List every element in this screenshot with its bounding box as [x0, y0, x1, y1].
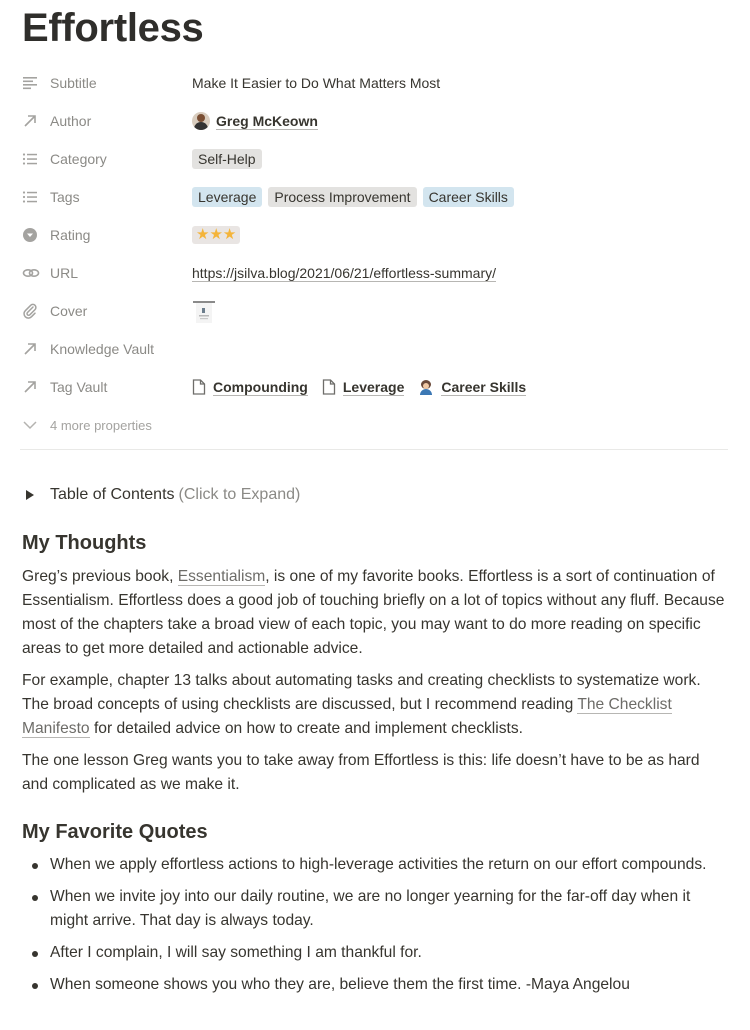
- property-label: URL: [50, 265, 79, 281]
- subtitle-value[interactable]: Make It Easier to Do What Matters Most: [192, 75, 441, 91]
- property-name[interactable]: [22, 265, 192, 281]
- category-tag[interactable]: Self-Help: [192, 149, 262, 169]
- page-link-title[interactable]: Career Skills: [441, 378, 527, 395]
- tag-process-improvement[interactable]: Process Improvement: [268, 187, 416, 207]
- property-label: Cover: [50, 303, 88, 319]
- page-link-compounding[interactable]: [192, 379, 308, 396]
- property-label: Tag Vault: [50, 379, 108, 395]
- property-label: Tags: [50, 189, 80, 205]
- property-name[interactable]: [22, 75, 192, 91]
- page-link-title[interactable]: Compounding: [213, 378, 308, 395]
- rating-value[interactable]: [192, 226, 240, 244]
- paperclip-icon: [22, 303, 50, 319]
- page-link-career-skills[interactable]: [418, 379, 526, 396]
- list-icon: [22, 190, 50, 204]
- quotes-list: [22, 853, 728, 1005]
- property-url: [22, 254, 722, 292]
- author-name[interactable]: Greg McKeown: [216, 112, 318, 129]
- property-name[interactable]: [22, 113, 192, 129]
- list-item: After I complain, I will say something I am thankful for.: [22, 941, 728, 965]
- property-label: Author: [50, 113, 92, 129]
- property-name[interactable]: [22, 189, 192, 205]
- url-link[interactable]: https://jsilva.blog/2021/06/21/effortless-summary/: [192, 264, 497, 281]
- toc-hint: (Click to Expand): [178, 486, 301, 503]
- tags-value[interactable]: [192, 187, 520, 207]
- property-label: Rating: [50, 227, 91, 243]
- property-name[interactable]: [22, 379, 192, 395]
- select-circle-icon: [22, 227, 50, 243]
- cover-value[interactable]: [192, 300, 214, 322]
- toc-toggle[interactable]: [26, 486, 300, 504]
- property-cover: [22, 292, 722, 330]
- property-label: Knowledge Vault: [50, 341, 155, 357]
- list-item: When we invite joy into our daily routine, we are no longer yearning for the far-off day when it might arrive. That day is always today.: [22, 885, 728, 933]
- checklist-manifesto-link[interactable]: The Checklist Manifesto: [22, 696, 672, 737]
- avatar: [192, 112, 210, 130]
- toggle-triangle-icon[interactable]: [26, 490, 34, 500]
- tag-leverage[interactable]: Leverage: [192, 187, 262, 207]
- property-author: [22, 102, 722, 140]
- property-knowledge-vault: [22, 330, 722, 368]
- relation-arrow-icon: [22, 113, 50, 129]
- url-value[interactable]: [192, 265, 496, 282]
- property-name[interactable]: [22, 341, 192, 357]
- property-label: Subtitle: [50, 75, 97, 91]
- tag-career-skills[interactable]: Career Skills: [423, 187, 514, 207]
- tag-vault-value[interactable]: [192, 379, 540, 396]
- rating-stars[interactable]: ★★★: [192, 226, 240, 244]
- property-subtitle: [22, 64, 722, 102]
- thoughts-paragraph-2: For example, chapter 13 talks about automating tasks and creating checklists to systematize work. The broad concepts of using checklists are discussed, but I recommend reading The Checklist Manifesto for detailed advice on how to create and implement checklists.: [22, 672, 701, 737]
- link-icon: [22, 266, 50, 280]
- properties-panel: [22, 64, 722, 444]
- property-name[interactable]: [22, 151, 192, 167]
- property-rating: [22, 216, 722, 254]
- list-icon: [22, 152, 50, 166]
- property-name[interactable]: [22, 227, 192, 243]
- author-link[interactable]: [192, 112, 318, 130]
- category-value[interactable]: [192, 149, 268, 169]
- office-worker-emoji-icon: [418, 379, 434, 395]
- more-properties-label: 4 more properties: [50, 417, 152, 433]
- thoughts-paragraph-3: The one lesson Greg wants you to take away from Effortless is this: life doesn’t have to be as hard and complicated as we make it.: [22, 752, 700, 793]
- list-item: When we apply effortless actions to high-leverage activities the return on our effort compounds.: [22, 853, 728, 877]
- cover-thumbnail[interactable]: [192, 300, 214, 322]
- property-name[interactable]: [22, 303, 192, 319]
- thoughts-heading: My Thoughts: [22, 532, 147, 554]
- page-link-leverage[interactable]: [322, 379, 404, 396]
- author-value[interactable]: [192, 112, 318, 130]
- list-item: When someone shows you who they are, believe them the first time. -Maya Angelou: [22, 973, 728, 997]
- property-label: Category: [50, 151, 107, 167]
- text-lines-icon: [22, 76, 50, 90]
- properties-divider: [20, 449, 728, 450]
- quotes-heading: My Favorite Quotes: [22, 821, 208, 843]
- page-link-title[interactable]: Leverage: [342, 378, 405, 395]
- relation-arrow-icon: [22, 341, 50, 357]
- page-title[interactable]: Effortless: [22, 6, 204, 50]
- page-icon: [322, 379, 336, 395]
- toc-label: Table of Contents: [50, 486, 175, 503]
- more-properties-toggle[interactable]: [22, 406, 722, 444]
- property-category: [22, 140, 722, 178]
- property-tags: [22, 178, 722, 216]
- essentialism-link[interactable]: Essentialism: [177, 568, 266, 585]
- chevron-down-icon: [22, 420, 50, 430]
- thoughts-paragraph-1: Greg’s previous book, Essentialism, is one of my favorite books. Effortless is a sort of continuation of Essentialism. Effortless does a good job of touching briefly on a lot of topics without any fluff. Because most of the chapters take a broad view of each topic, you may want to do more reading on specific areas to get more detailed and actionable advice.: [22, 568, 725, 657]
- property-tag-vault: [22, 368, 722, 406]
- relation-arrow-icon: [22, 379, 50, 395]
- page-icon: [192, 379, 206, 395]
